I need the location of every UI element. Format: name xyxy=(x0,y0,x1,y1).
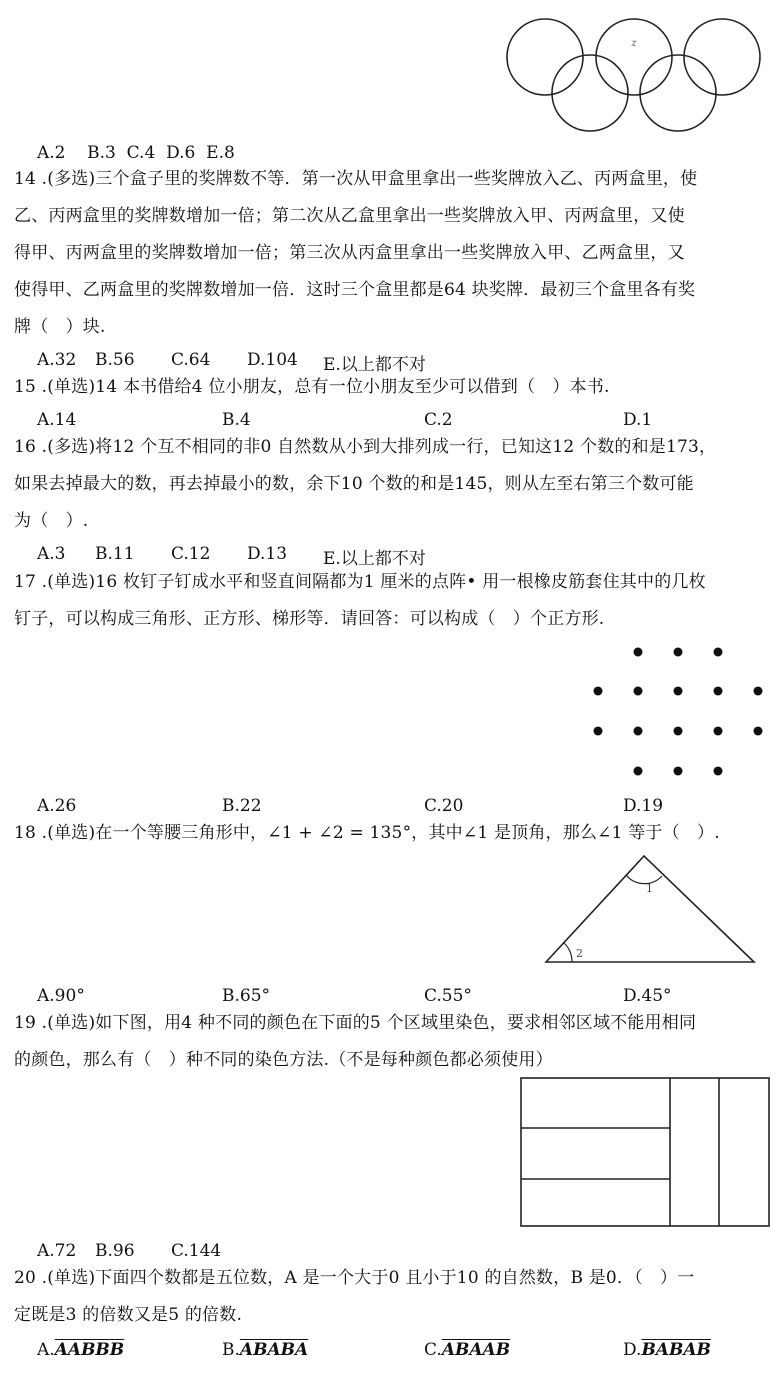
q14-line-2: 乙、丙两盒里的奖牌数增加一倍；第二次从乙盒里拿出一些奖牌放入甲、丙两盒里，又使 xyxy=(14,206,685,226)
q17-option-a[interactable]: A.26 xyxy=(37,796,77,816)
grid-dot xyxy=(674,648,683,657)
q17-option-d[interactable]: D.19 xyxy=(623,796,664,816)
q14-line-3: 得甲、丙两盒里的奖牌数增加一倍；第三次从丙盒里拿出一些奖牌放入甲、乙两盒里，又 xyxy=(14,243,685,263)
grid-dot xyxy=(754,687,763,696)
q20-line-1: 20 .(单选)下面四个数都是五位数，A 是一个大于0 且小于10 的自然数，B 是0．（ ）一 xyxy=(14,1268,695,1288)
q20-option-b[interactable] xyxy=(222,1340,308,1360)
q16-option-a[interactable]: A.3 xyxy=(37,544,66,564)
q13-option-e[interactable]: E.8 xyxy=(206,143,235,163)
q20-option-a-prefix: A. xyxy=(37,1340,55,1360)
q13-option-c[interactable]: C.4 xyxy=(126,143,156,163)
q20-option-a-number: AABBB xyxy=(54,1340,125,1360)
q17-option-c[interactable]: C.20 xyxy=(424,796,464,816)
q14-option-a[interactable]: A.32 xyxy=(37,350,77,370)
q20-option-c[interactable] xyxy=(424,1340,510,1360)
q20-option-b-number: ABABA xyxy=(239,1340,309,1360)
q20-option-d-number: BABAB xyxy=(641,1340,711,1360)
dot-grid-figure xyxy=(588,640,773,785)
ring-2 xyxy=(596,19,672,95)
grid-dot xyxy=(594,727,603,736)
q18-option-c[interactable]: C.55° xyxy=(424,986,472,1006)
q19-line-1: 19 .(单选)如下图，用4 种不同的颜色在下面的5 个区域里染色，要求相邻区域不能用相同 xyxy=(14,1013,697,1033)
q20-option-d-prefix: D. xyxy=(623,1340,642,1360)
q18-option-d[interactable]: D.45° xyxy=(623,986,672,1006)
grid-dot xyxy=(714,727,723,736)
q19-option-b[interactable]: B.96 xyxy=(95,1241,135,1261)
q20-option-c-prefix: C. xyxy=(424,1340,442,1360)
grid-dot xyxy=(754,727,763,736)
q14-line-5: 牌（ ）块. xyxy=(14,317,106,337)
grid-dot xyxy=(634,648,643,657)
grid-dot xyxy=(674,727,683,736)
q13-option-d[interactable]: D.6 xyxy=(166,143,196,163)
grid-dot xyxy=(634,687,643,696)
q16-option-e[interactable]: E.以上都不对 xyxy=(323,549,426,569)
q13-options xyxy=(37,143,235,163)
q17-line-1: 17 .(单选)16 枚钉子钉成水平和竖直间隔都为1 厘米的点阵• 用一根橡皮筋套住其中的几枚 xyxy=(14,572,706,592)
angle-1-label: 1 xyxy=(646,882,653,895)
ring-label: z xyxy=(631,38,637,49)
angle-2-arc xyxy=(564,943,572,962)
ring-4 xyxy=(552,55,628,131)
q18-option-a[interactable]: A.90° xyxy=(37,986,85,1006)
q16-line-3: 为（ ）. xyxy=(14,511,89,531)
q16-option-d[interactable]: D.13 xyxy=(247,544,288,564)
q20-line-2: 定既是3 的倍数又是5 的倍数. xyxy=(14,1305,243,1325)
q20-option-d[interactable] xyxy=(623,1340,711,1360)
triangle-figure xyxy=(540,850,760,970)
q20-option-c-number: ABAAB xyxy=(441,1340,511,1360)
region-coloring-figure xyxy=(518,1075,773,1230)
grid-dot xyxy=(634,767,643,776)
q14-option-c[interactable]: C.64 xyxy=(171,350,211,370)
q18-line-1: 18 .(单选)在一个等腰三角形中，∠1 + ∠2 = 135°，其中∠1 是顶角，那么∠1 等于（ ）. xyxy=(14,823,720,843)
q15-option-c[interactable]: C.2 xyxy=(424,410,453,430)
q13-option-b[interactable]: B.3 xyxy=(87,143,116,163)
q15-option-a[interactable]: A.14 xyxy=(37,410,77,430)
olympic-rings-figure xyxy=(500,10,775,135)
q16-line-1: 16 .(多选)将12 个互不相同的非0 自然数从小到大排列成一行，已知这12 个数的和是173， xyxy=(14,437,717,457)
q13-option-a[interactable]: A.2 xyxy=(37,143,66,163)
q14-option-e[interactable]: E.以上都不对 xyxy=(323,355,426,375)
q17-option-b[interactable]: B.22 xyxy=(222,796,262,816)
q18-option-b[interactable]: B.65° xyxy=(222,986,271,1006)
grid-dot xyxy=(714,687,723,696)
q20-option-b-prefix: B. xyxy=(222,1340,240,1360)
grid-dot xyxy=(714,767,723,776)
q17-line-2: 钉子，可以构成三角形、正方形、梯形等．请回答：可以构成（ ）个正方形. xyxy=(14,609,605,629)
q16-option-c[interactable]: C.12 xyxy=(171,544,211,564)
ring-1 xyxy=(507,19,583,95)
q14-line-4: 使得甲、乙两盒里的奖牌数增加一倍．这时三个盒里都是64 块奖牌．最初三个盒里各有奖 xyxy=(14,280,696,300)
angle-2-label: 2 xyxy=(576,947,583,960)
angle-1-arc xyxy=(626,875,662,884)
grid-dot xyxy=(634,727,643,736)
outer-rectangle xyxy=(521,1078,769,1226)
q16-option-b[interactable]: B.11 xyxy=(95,544,135,564)
q16-line-2: 如果去掉最大的数，再去掉最小的数，余下10 个数的和是145，则从左至右第三个数可能 xyxy=(14,474,694,494)
grid-dot xyxy=(594,687,603,696)
q15-line-1: 15 .(单选)14 本书借给4 位小朋友，总有一位小朋友至少可以借到（ ）本书. xyxy=(14,377,610,397)
q19-option-c[interactable]: C.144 xyxy=(171,1241,222,1261)
q14-line-1: 14 .(多选)三个盒子里的奖牌数不等．第一次从甲盒里拿出一些奖牌放入乙、丙两盒里，使 xyxy=(14,169,698,189)
q15-option-b[interactable]: B.4 xyxy=(222,410,251,430)
q19-option-a[interactable]: A.72 xyxy=(37,1241,77,1261)
q14-option-d[interactable]: D.104 xyxy=(247,350,298,370)
grid-dot xyxy=(674,687,683,696)
q20-option-a[interactable] xyxy=(37,1340,124,1360)
q19-line-2: 的颜色，那么有（ ）种不同的染色方法.（不是每种颜色都必须使用） xyxy=(14,1050,553,1070)
ring-3 xyxy=(684,19,760,95)
grid-dot xyxy=(674,767,683,776)
ring-5 xyxy=(640,55,716,131)
q15-option-d[interactable]: D.1 xyxy=(623,410,653,430)
grid-dot xyxy=(714,648,723,657)
q14-option-b[interactable]: B.56 xyxy=(95,350,135,370)
